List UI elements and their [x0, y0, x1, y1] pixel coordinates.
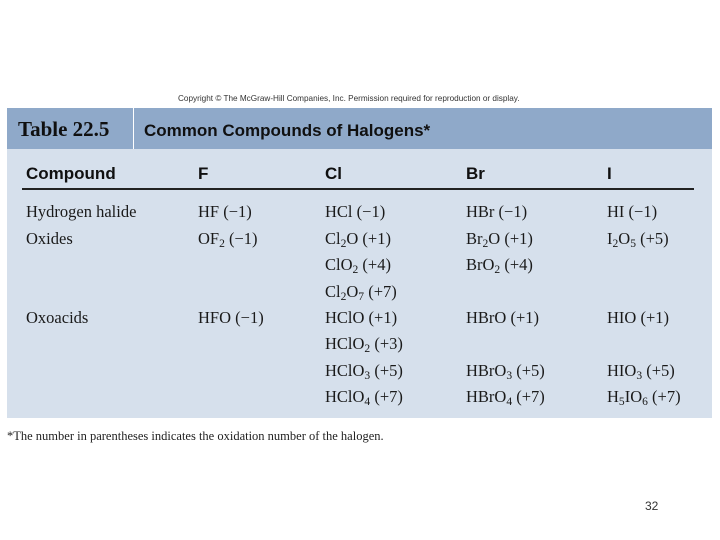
row-label-1: Oxides	[26, 229, 73, 248]
table-cell-br-0-0: HBr (−1)	[466, 202, 528, 221]
table-cell-cl-2-2: HClO$_3$ (+5)	[325, 360, 403, 382]
table-cell-br-1-1: BrO$_2$ (+4)	[466, 255, 533, 277]
table-cell-i-2-0: HIO (+1)	[607, 308, 669, 327]
header-divider	[133, 108, 134, 149]
column-header-i: I	[607, 164, 612, 183]
footnote: *The number in parentheses indicates the oxidation number of the halogen.	[7, 429, 384, 443]
table-cell-cl-2-3: HClO$_4$ (+7)	[325, 386, 403, 408]
column-header-cl: Cl	[325, 164, 342, 183]
table-cell-br-2-3: HBrO$_4$ (+7)	[466, 386, 545, 408]
table-title: Common Compounds of Halogens*	[144, 121, 431, 140]
row-label-0: Hydrogen halide	[26, 202, 137, 221]
table-cell-br-2-0: HBrO (+1)	[466, 308, 540, 327]
row-label-2: Oxoacids	[26, 308, 89, 327]
table-cell-cl-1-2: $Cl_2O_7$ (+7)	[325, 281, 397, 303]
table-cell-cl-2-0: HClO (+1)	[325, 308, 398, 327]
table-cell-br-1-0: $Br_2O$ (+1)	[466, 229, 533, 250]
table-cell-f-0-0: HF (−1)	[198, 202, 252, 221]
table-cell-cl-0-0: HCl (−1)	[325, 202, 386, 221]
table-cell-i-2-3: $H_5IO_6$ (+7)	[607, 386, 681, 408]
table-cell-i-1-0: $I_2O_5$ (+5)	[607, 229, 669, 250]
column-header-br: Br	[466, 164, 485, 183]
table-cell-i-0-0: HI (−1)	[607, 202, 658, 221]
header-rule	[22, 188, 694, 190]
table-cell-cl-1-0: $Cl_2O$ (+1)	[325, 229, 391, 250]
copyright-notice: Copyright © The McGraw-Hill Companies, Inc. Permission required for reproduction or display.	[178, 94, 520, 103]
table-label: Table 22.5	[18, 117, 110, 141]
table-cell-cl-2-1: HClO$_2$ (+3)	[325, 334, 403, 356]
column-header-compound: Compound	[26, 164, 116, 183]
page-number: 32	[645, 499, 659, 513]
table-cell-f-2-0: HFO (−1)	[198, 308, 264, 327]
column-header-f: F	[198, 164, 209, 183]
table-cell-cl-1-1: ClO$_2$ (+4)	[325, 255, 391, 277]
table-cell-f-1-0: $OF_2$ (−1)	[198, 229, 258, 250]
table-cell-i-2-2: $HIO_3$ (+5)	[607, 360, 675, 382]
table-cell-br-2-2: HBrO$_3$ (+5)	[466, 360, 545, 382]
